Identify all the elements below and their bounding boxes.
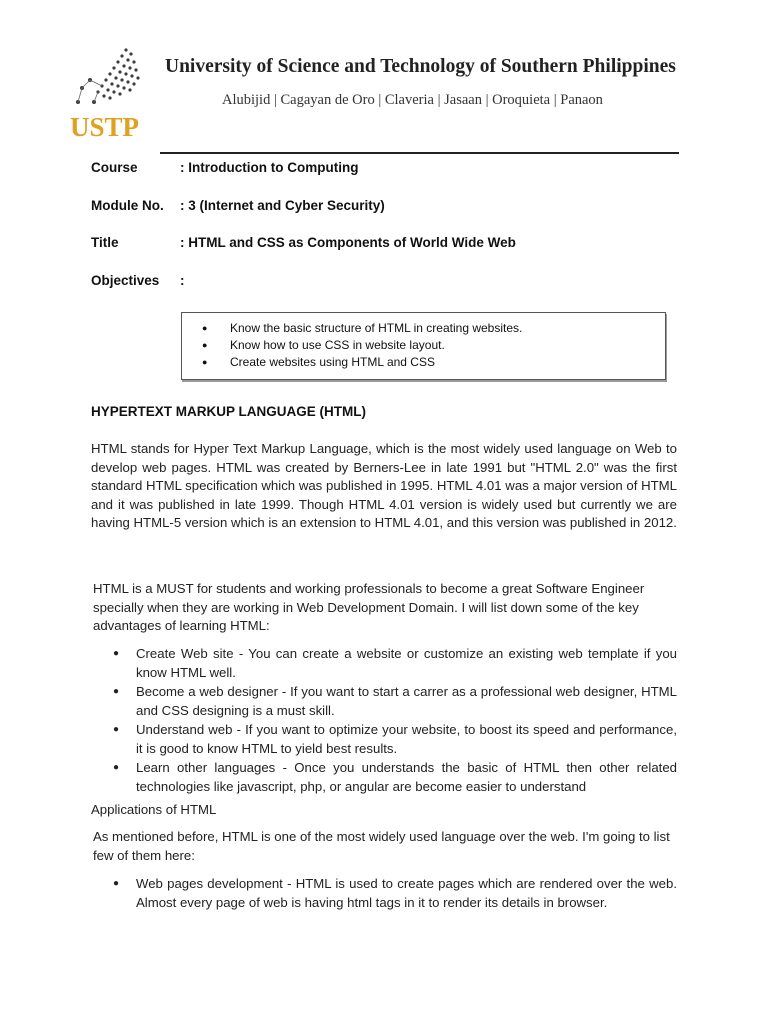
meta-objectives-value: : (180, 273, 185, 288)
bullet-icon: ● (202, 323, 208, 333)
bullet-icon: ● (202, 357, 208, 367)
meta-course-label: Course (91, 160, 138, 175)
campus-list: Alubijid | Cagayan de Oro | Claveria | Jasaan | Oroquieta | Panaon (222, 92, 603, 108)
svg-text:USTP: USTP (70, 112, 140, 142)
must-paragraph: HTML is a MUST for students and working professionals to become a great Software Engineer specially when they are working in Web Development Domain. I will list down some of the key advantages of learning HTML: (93, 581, 645, 633)
bullet-icon: ● (113, 686, 120, 697)
meta-title-value: : HTML and CSS as Components of World Wide Web (180, 235, 516, 250)
advantages-list (93, 645, 677, 797)
objectives-box: ● Know the basic structure of HTML in creating websites. ● Know how to use CSS in website layout. ● Create websites using HTML and CSS (181, 312, 666, 380)
bullet-icon: ● (113, 724, 120, 735)
section-heading: HYPERTEXT MARKUP LANGUAGE (HTML) (91, 404, 366, 419)
list-item: ● Learn other languages - Once you understands the basic of HTML then other related technologies like javascript, php, or angular are become easier to understand (113, 760, 677, 794)
university-name: University of Science and Technology of Southern Philippines (165, 56, 676, 77)
header-divider (160, 152, 679, 154)
meta-module-value: : 3 (Internet and Cyber Security) (180, 198, 385, 213)
ustp-logo (68, 44, 158, 144)
bullet-icon: ● (113, 762, 120, 773)
intro-paragraph: HTML stands for Hyper Text Markup Language, which is the most widely used language on Web to develop web pages. HTML was created by Berners-Lee in late 1991 but "HTML 2.0" was the first standard HTML specification which was published in 1995. HTML 4.01 was a major version of HTML and it was published in late 1999. Though HTML 4.01 version is widely used but currently we are having HTML-5 version which is an extension to HTML 4.01, and this version was published in 2012. (91, 441, 677, 530)
list-item: ● Become a web designer - If you want to start a carrer as a professional web designer, HTML and CSS designing is a must skill. (113, 684, 677, 718)
bullet-icon: ● (202, 340, 208, 350)
list-item: ● Web pages development - HTML is used to create pages which are rendered over the web. Almost every page of web is having html tags in it to render its details in browser. (113, 876, 677, 910)
applications-intro: As mentioned before, HTML is one of the most widely used language over the web. I'm going to list few of them here: (93, 829, 670, 863)
list-item: ● Understand web - If you want to optimize your website, to boost its speed and performance, it is good to know HTML to yield best results. (113, 722, 677, 756)
meta-objectives-label: Objectives (91, 273, 160, 288)
bullet-icon: ● (113, 878, 120, 889)
document-header (0, 0, 768, 152)
bullet-icon: ● (113, 648, 120, 659)
list-item: ● Create Web site - You can create a website or customize an existing web template if you know HTML well. (113, 646, 677, 680)
applications-heading: Applications of HTML (91, 802, 217, 817)
meta-course-value: : Introduction to Computing (180, 160, 359, 175)
applications-list (93, 875, 677, 913)
meta-title-label: Title (91, 235, 119, 250)
meta-module-label: Module No. (91, 198, 164, 213)
